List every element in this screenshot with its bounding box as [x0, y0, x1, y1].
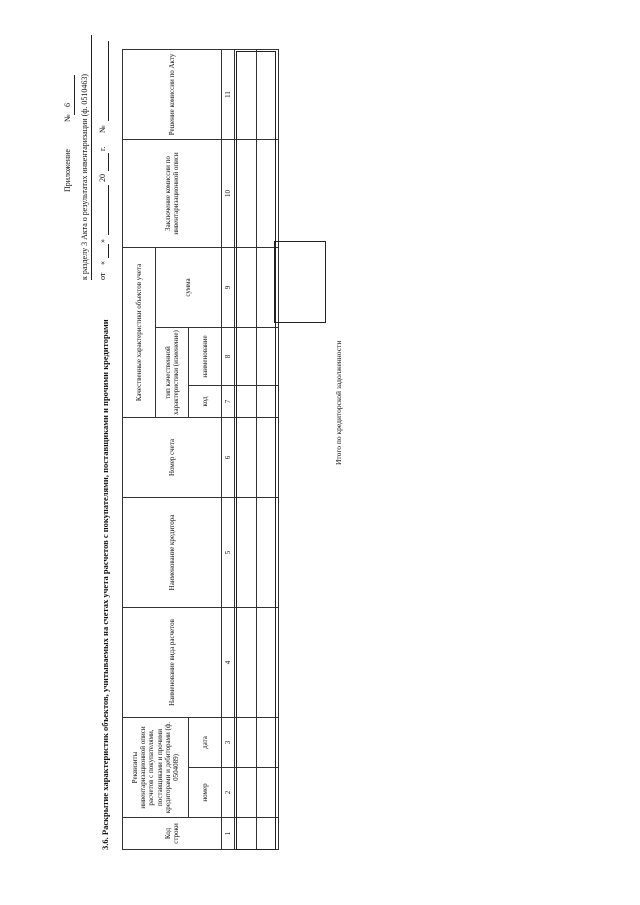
header-account-number: Номер счета [123, 418, 222, 498]
column-number: 8 [222, 328, 235, 386]
date-day-line [108, 244, 109, 258]
header-code: Код строки [123, 818, 222, 850]
header-settlement-type: Наименование вида расчетов [123, 608, 222, 718]
column-number: 4 [222, 608, 235, 718]
date-quote-open: « [98, 261, 107, 265]
column-number: 6 [222, 418, 235, 498]
header-req-number: номер [189, 768, 222, 818]
column-number: 11 [222, 49, 235, 139]
column-number: 2 [222, 768, 235, 818]
date-year-line [108, 153, 109, 171]
header-quality-code: код [189, 386, 222, 418]
header-requisites: Реквизиты инвентаризационной описи расчетов с покупателями, поставщиками и прочими кредиторами и дебиторами (ф. 0504089) [123, 718, 189, 818]
date-quote-close: » [98, 239, 107, 243]
appendix-title: Приложение [63, 149, 72, 192]
column-number: 1 [222, 818, 235, 850]
header-quality-name: наименование [189, 328, 222, 386]
total-label: Итого по кредиторской задолженности [334, 340, 343, 465]
header-commission-decision: Решение комиссии по Акту [123, 49, 222, 139]
header-quality-group: Качественные характеристики объектов учета [123, 247, 156, 417]
date-year-suffix: г. [98, 146, 107, 151]
appendix-number-sign: № [63, 114, 72, 122]
doc-number-sign: № [98, 125, 107, 133]
header-creditor-name: Наименование кредитора [123, 498, 222, 608]
appendix-subtitle-underline [91, 35, 92, 280]
column-number: 9 [222, 247, 235, 327]
header-commission-conclusion: Заключение комиссии по инвентаризационной описи [123, 139, 222, 247]
appendix-subtitle: к разделу 3 Акта о результатах инвентаризации (ф. 0510463) [80, 73, 89, 280]
appendix-number-value: 6 [63, 103, 72, 107]
column-number-row [222, 49, 235, 849]
doc-number-line [108, 41, 109, 121]
data-rows-outline [236, 51, 276, 850]
section-title: 3.6. Раскрытие характеристик объектов, учитываемых на счетах учета расчетов с покупателями, поставщиками и прочими кредиторами [100, 319, 110, 850]
header-quality-type: тип качественной характеристики (изменение) [156, 328, 189, 418]
column-number: 10 [222, 139, 235, 247]
date-from-label: от [98, 272, 107, 280]
header-amount: сумма [156, 247, 222, 327]
date-year-prefix: 20 [98, 174, 107, 182]
column-number: 7 [222, 386, 235, 418]
column-number: 3 [222, 718, 235, 768]
appendix-number-underline [74, 75, 75, 115]
total-amount-box[interactable] [274, 241, 326, 323]
column-number: 5 [222, 498, 235, 608]
date-month-line [108, 185, 109, 235]
header-req-date: дата [189, 718, 222, 768]
header-row-1 [123, 49, 156, 849]
